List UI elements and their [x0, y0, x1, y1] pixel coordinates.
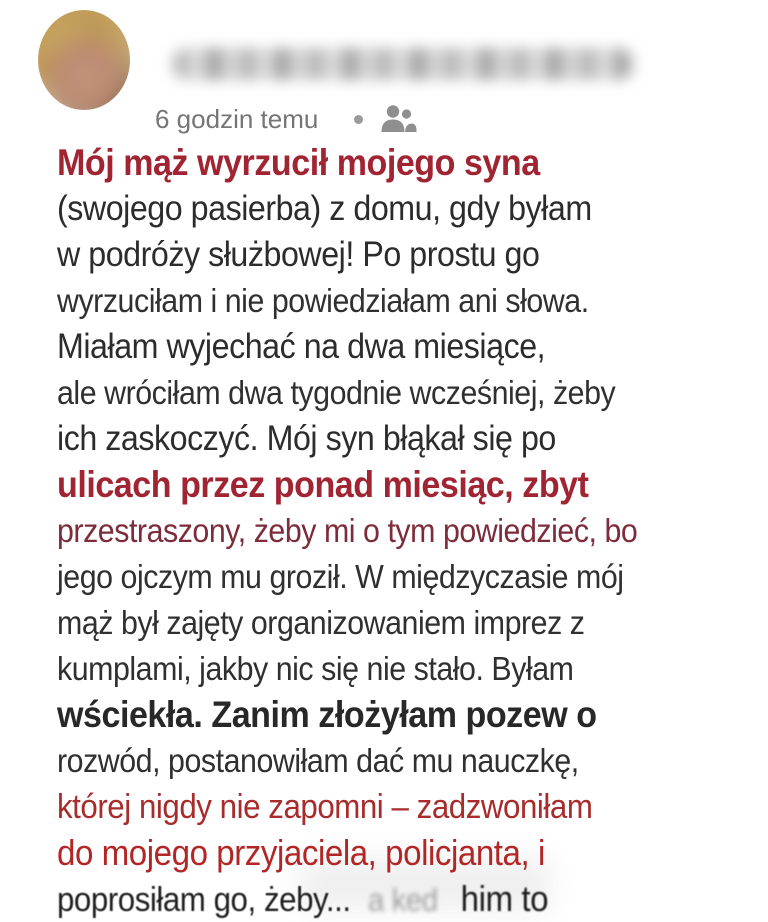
post-text-lines: [57, 140, 762, 876]
post-line: ale wróciłam dwa tygodnie wcześniej, żeby: [57, 374, 616, 411]
post-line: ulicach przez ponad miesiąc, zbyt: [57, 464, 589, 505]
last-line-polish: poprosiłam go, żeby...: [57, 881, 351, 919]
post-line: przestraszony, żeby mi o tym powiedzieć, bo: [57, 512, 638, 549]
post-line: której nigdy nie zapomni – zadzwoniłam: [57, 788, 593, 826]
post-line: wyrzuciłam i nie powiedziałam ani słowa.: [57, 282, 589, 319]
post-text: [57, 140, 762, 922]
post-line: Mój mąż wyrzucił mojego syna: [57, 142, 540, 183]
avatar-blurred-photo: [38, 10, 130, 110]
post-line: jego ojczym mu groził. W międzyczasie mój: [57, 558, 624, 595]
post-line: ich zaskoczyć. Mój syn błąkał się po: [57, 419, 556, 458]
username-blurred[interactable]: [172, 48, 634, 80]
post-line-last: [57, 876, 706, 922]
dot-separator-icon: [354, 115, 363, 124]
post-line: (swojego pasierba) z domu, gdy byłam: [57, 189, 592, 228]
post-line: Miałam wyjechać na dwa miesiące,: [57, 327, 546, 366]
post-line: mąż był zajęty organizowaniem imprez z: [57, 604, 585, 641]
timestamp[interactable]: 6 godzin temu: [155, 103, 319, 134]
erased-english-remnant-faint: a ked: [368, 882, 438, 918]
post-line: kumplami, jakby nic się nie stało. Byłam: [57, 650, 574, 687]
erased-english-remnant-clear: him to: [460, 878, 549, 919]
friends-privacy-icon: [379, 103, 417, 135]
post-meta-row: [155, 102, 417, 136]
post-line: w podróży służbowej! Po prostu go: [57, 235, 540, 274]
post-line: rozwód, postanowiłam dać mu nauczkę,: [57, 742, 579, 779]
post-line: do mojego przyjaciela, policjanta, i: [57, 832, 545, 873]
post-line: wściekła. Zanim złożyłam pozew o: [57, 694, 597, 735]
avatar[interactable]: [38, 10, 130, 110]
